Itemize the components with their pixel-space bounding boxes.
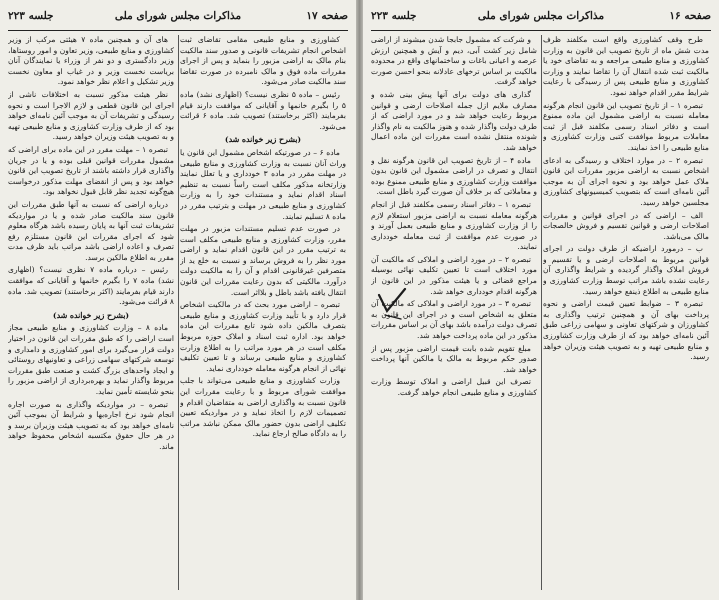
paragraph: تبصره ۱ – دفاتر اسناد رسمی مکلفند قبل از انجام هرگونه معامله نسبت به اراضی مزبور استعلام لازم را از وزارت کشاورزی و منابع طبیعی بعمل آورند و در صورت عدم موافقت از ثبت معامله خودداری نمایند. — [371, 199, 537, 252]
paragraph: تبصره ۲ – در مورد اراضی و املاکی که مالکیت آن مورد اختلاف است تا تعیین تکلیف نهائی بوسیله مراجع قضائی و یا هیئت مذکور در این قانون از هرگونه اقدام خودداری خواهد شد. — [371, 254, 537, 296]
column-divider — [541, 35, 542, 590]
paragraph: الف – اراضی که در اجرای قوانین و مقررات اصلاحات ارضی و قوانین تقسیم و فروش خالصجات مالک می‌باشد. — [543, 210, 709, 241]
text-column-left — [8, 35, 174, 595]
handwritten-checkmark-icon — [375, 285, 409, 325]
book-gutter — [356, 0, 363, 600]
column-divider — [178, 35, 179, 590]
page-number: صفحه ۱۷ — [306, 10, 348, 22]
page-number: صفحه ۱۶ — [669, 10, 711, 22]
paragraph: ماده ۸ – وزارت کشاورزی و منابع طبیعی مجاز است اراضی را که طبق مقررات این قانون در اختیار دولت قرار می‌گیرد برای امور کشاورزی و دامداری و توسعه شرکتهای سهامی زراعی و تعاونیهای روستائی و ایجاد واحدهای بزرگ کشت و صنعت طبق مقررات مربوط واگذار نماید و بهره‌برداری از اراضی مزبور را بنحو شایسته تأمین نماید. — [8, 323, 174, 396]
reading-note: (بشرح زیر خوانده شد) — [224, 135, 302, 145]
paragraph: ماده ۴ – از تاریخ تصویب این قانون هرگونه نقل و انتقال و تصرف در اراضی مشمول این قانون بدون موافقت وزارت کشاورزی و منابع طبیعی ممنوع بوده و معاملاتی که بر خلاف آن صورت گیرد باطل است. — [371, 155, 537, 197]
paragraph: تبصره ۳ – در مورد اراضی و املاکی که مالکیت آن متعلق به اشخاص است و در اجرای این قانون به تصرف دولت درآمده باشد بهای آن بر اساس مقررات مذکور در این ماده پرداخت خواهد شد. — [371, 299, 537, 341]
paragraph: تبصره – اراضی مورد بحث که در مالکیت اشخاص قرار دارد و با تأیید وزارت کشاورزی و منابع طبیعی بتصرف مالکین داده شود تابع مقررات این ماده خواهد بود. اداره ثبت اسناد و املاک حوزه مربوط مکلف است در هر مورد مراتب را به اطلاع وزارت کشاورزی و منابع طبیعی برساند و تا تعیین تکلیف نهائی از انجام هرگونه معامله خودداری نماید. — [180, 300, 346, 373]
page-title: مذاکرات مجلس شورای ملی — [114, 10, 242, 22]
paragraph: تبصره ۱ – مهلت مقرر در این ماده برای اراضی که مشمول مقررات قوانین قبلی بوده و یا در جریان واگذاری قرار داشته باشند از تاریخ تصویب این قانون خواهد بود و پس از انقضای مهلت مذکور درخواست هیچ‌گونه تجدید نظر قابل قبول نخواهد بود. — [8, 144, 174, 197]
text-column-right — [180, 35, 346, 595]
paragraph: مبلغ تقویم شده بابت قیمت اراضی مزبور پس از صدور حکم مربوط به مالک یا مالکین آنها پرداخت خواهد شد. — [371, 343, 537, 374]
paragraph: رئیس – درباره ماده ۷ نظری نیست؟ (اظهاری نشد) ماده ۷ را بگیرم خانمها و آقایانی که موافقت دارند قیام بفرمایند (اکثر برخاستند) تصویب شد. ماده ۸ قرائت می‌شود. — [8, 265, 174, 307]
paragraph: نظر هیئت مذکور نسبت به اختلافات ناشی از اجرای این قانون قطعی و لازم الاجرا است و نحوه رسیدگی و تشریفات آن به موجب آئین نامه‌ای خواهد بود که از طرف وزارت کشاورزی و منابع طبیعی تهیه و به تصویب هیئت وزیران خواهد رسید. — [8, 89, 174, 142]
paragraph: تصرف این قبیل اراضی و املاک توسط وزارت کشاورزی و منابع طبیعی انجام خواهد گرفت. — [371, 377, 537, 397]
page-header-right — [371, 10, 711, 28]
paragraph: درباره اراضی که نسبت به آنها طبق مقررات این قانون سند مالکیت صادر شده و یا در مواردیکه تشریفات ثبت آنها به پایان رسیده باشد هرگاه معلوم شود که اجرای مقررات این قانون مستلزم رفع تصرف و اعاده اراضی باشد مراتب باید ظرف مدت مقرر به اطلاع مالکین برسد. — [8, 199, 174, 262]
paragraph: ب – درمورد اراضیکه از طرف دولت در اجرای قوانین مربوط به اصلاحات ارضی و یا تقسیم و فروش املاک واگذار گردیده و شرایط واگذاری آن رعایت نشده باشد مراتب توسط وزارت کشاورزی و منابع طبیعی به اطلاع ذینفع خواهد رسید. — [543, 244, 709, 296]
paragraph: ماده ۶ – در صورتیکه اشخاص مشمول این قانون یا وراث آنان نسبت به وزارت کشاورزی و منابع طبیعی در مهلت مقرر در ماده ۳ خودداری و یا تعلل نمایند وزارتخانه مذکور مکلف است راساً نسبت به تنظیم اسناد اقدام نماید و مستندات خود را به وزارت کشاورزی و منابع طبیعی در مهلت و بترتیب مقرر در ماده ۸ تسلیم نمایند. — [180, 147, 346, 221]
header-rule — [371, 30, 711, 31]
paragraph: تبصره ۲ – در موارد اختلاف و رسیدگی به ادعای اشخاص نسبت به اراضی مزبور مقررات این قانون ملاک عمل خواهد بود و نحوه اجرای آن به موجب آئین نامه‌ای است که بتصویب کمیسیونهای کشاورزی مجلسین خواهد رسید. — [543, 155, 709, 207]
paragraph: وزارت کشاورزی و منابع طبیعی می‌تواند با جلب موافقت شورای مربوط و با رعایت مقررات این قانون نسبت به واگذاری اراضی به متقاضیان اقدام و تصمیمات لازم را اتخاذ نماید و در مواردیکه تعیین تکلیف اراضی بدون حضور مالک ممکن نباشد مراتب را به دادگاه صالح ارجاع نماید. — [180, 376, 346, 439]
session-number: جلسه ۲۲۳ — [8, 10, 54, 22]
page-header-left — [8, 10, 348, 28]
reading-note: (بشرح زیر خوانده شد) — [52, 310, 130, 320]
paragraph: طرح وقف کشاورزی واقع است مکلفند ظرف مدت شش ماه از تاریخ تصویب این قانون به وزارت کشاورزی و منابع طبیعی مراجعه و به تقاضای خود یا مالکیت ثبت شده انتقال آن را تقاضا نمایند و وزارت کشاورزی و منابع طبیعی پس از رسیدگی با رعایت شرایط مقرر اقدام خواهد نمود. — [543, 35, 709, 97]
paragraph: تبصره ۳ – ضوابط تعیین قیمت اراضی و نحوه پرداخت بهای آن و همچنین ترتیب واگذاری به کشاورزان و شرکتهای تعاونی و سهامی زراعی طبق آئین نامه‌ای خواهد بود که از طرف وزارت کشاورزی و منابع طبیعی تهیه و به تصویب هیئت وزیران خواهد رسید. — [543, 299, 709, 362]
paragraph: تبصره – در مواردیکه واگذاری به صورت اجاره انجام شود نرخ اجاره‌بها و شرایط آن بموجب آئین نامه‌ای خواهد بود که به تصویب هیئت وزیران برسد و در هر حال حقوق مکتسبه اشخاص محفوظ خواهد ماند. — [8, 399, 174, 451]
paragraph: در صورت عدم تسلیم مستندات مزبور در مهلت مقرر، وزارت کشاورزی و منابع طبیعی مکلف است به ترتیب مقرر در این قانون اقدام نماید و اراضی مورد نظر را به فروش برساند و نسبت به خلع ید از متصرفین غیرقانونی اقدام و آن را به مالکیت دولت درآورد. مالکیتی که بدون رعایت مقررات این قانون انتقال یافته باشد باطل و بلااثر است. — [180, 224, 346, 297]
paragraph: و شرکت که مشمول جابجا شدن میشوند از اراضی شامل زیر کشت آبی، دیم و آیش و همچنین ارزش عرصه و اعیانی باغات و ساختمانهای واقع در محدوده مالکیت بر اساس ترخهای عادلانه بنحو احسن صورت خواهد گرفت. — [371, 35, 537, 87]
page-left — [0, 0, 356, 600]
paragraph: کشاورزی و منابع طبیعی مقامی تقاضای ثبت اشخاص انجام تشریفات قانونی و صدور سند مالکیت بنام مالک به اراضی مزبور را بنماید و پس از اجرای مقررات ماده فوق و مالک نامبرده در صورت تقاضا سند مالکیت صادر می‌شود. — [180, 35, 346, 87]
paragraph: گذاری های دولت برای آنها پیش بینی شده و مصارف ملایم ازل جمله اصلاحات ارضی و قوانین مربوط رعایت خواهد شد و در مورد اراضی که از طرف دولت واگذار شده و هنوز مالکیت به نام واگذار شونده منتقل نشده است مقررات این ماده اعمال خواهد شد. — [371, 89, 537, 152]
paragraph: های آن و همچنین ماده ۷ هیئتی مرکب از وزیر کشاورزی و منابع طبیعی، وزیر تعاون و امور روستاها، وزیر دادگستری و دو نفر از وزراء یا نمایندگان آنان بریاست نخست وزیر و در غیاب او معاون نخست وزیر تشکیل و اعلام نظر خواهد نمود. — [8, 35, 174, 87]
paragraph: رئیس – ماده ۵ نظری نیست؟ (اظهاری نشد) ماده ۵ را بگیرم خانمها و آقایانی که موافقت دارند قیام بفرمایند (اکثر برخاستند) تصویب شد. ماده ۶ قرائت می‌شود. — [180, 89, 346, 131]
header-rule — [8, 30, 348, 31]
page-title: مذاکرات مجلس شورای ملی — [477, 10, 605, 22]
session-number: جلسه ۲۲۳ — [371, 10, 417, 22]
paragraph: تبصره ۱ – از تاریخ تصویب این قانون انجام هرگونه معامله نسبت به اراضی مشمول این ماده ممنوع است و دفاتر اسناد رسمی مکلفند قبل از ثبت معاملات مربوط موافقت کتبی وزارت کشاورزی و منابع طبیعی را اخذ نمایند. — [543, 100, 709, 152]
text-column-right — [543, 35, 709, 595]
page-right — [363, 0, 719, 600]
